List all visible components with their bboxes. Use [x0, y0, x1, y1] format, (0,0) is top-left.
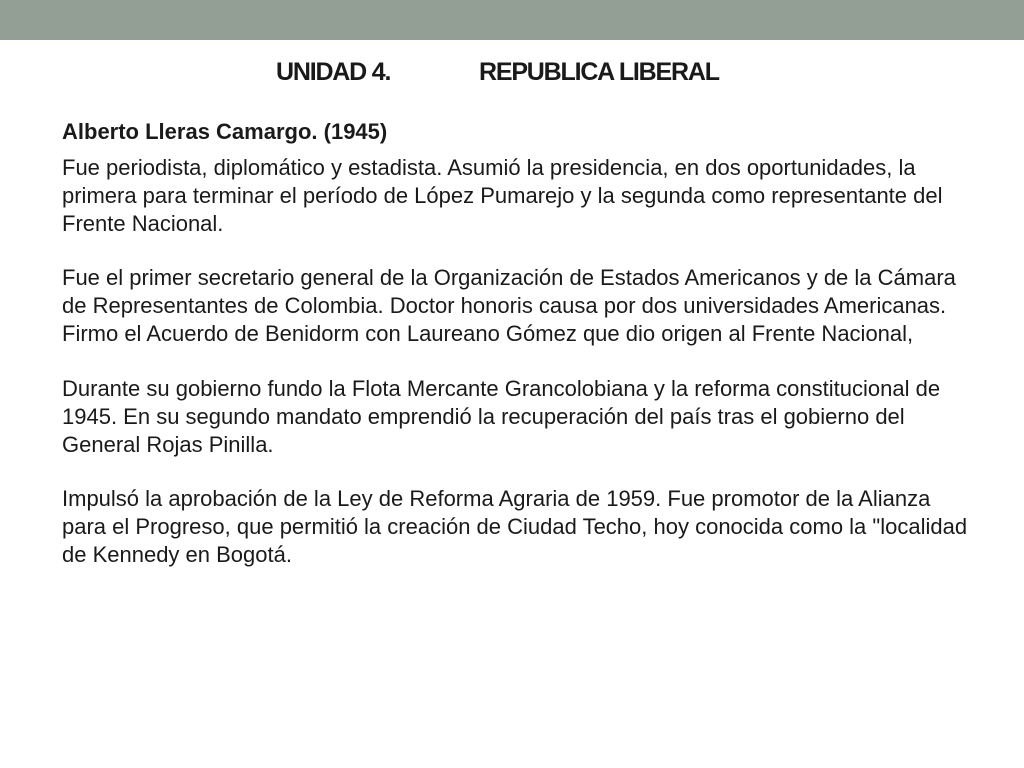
title-unit: UNIDAD 4.: [276, 58, 391, 86]
top-decorative-band: [0, 0, 1024, 40]
paragraph-2: Fue el primer secretario general de la Organización de Estados Americanos y de la Cámara de Representantes de Colombia. Doctor honoris causa por dos universidades Americanas. Firmo el Acuerdo de Benidorm con Laureano Gómez que dio origen al Frente Nacional,: [62, 265, 956, 346]
slide-body: [62, 118, 972, 569]
paragraph-1: Fue periodista, diplomático y estadista. Asumió la presidencia, en dos oportunidades, la primera para terminar el período de López Pumarejo y la segunda como representante del Frente Nacional.: [62, 155, 943, 236]
paragraph-4: Impulsó la aprobación de la Ley de Reforma Agraria de 1959. Fue promotor de la Alianza para el Progreso, que permitió la creación de Ciudad Techo, hoy conocida como la "localidad de Kennedy en Bogotá.: [62, 486, 968, 567]
section-subtitle: Alberto Lleras Camargo. (1945): [62, 119, 388, 144]
paragraph-3: Durante su gobierno fundo la Flota Mercante Grancolobiana y la reforma constitucional de 1945. En su segundo mandato emprendió la recuperación del país tras el gobierno del General Rojas Pinilla.: [62, 376, 941, 457]
slide-title: [0, 58, 1024, 88]
title-topic: REPUBLICA LIBERAL: [479, 58, 719, 86]
